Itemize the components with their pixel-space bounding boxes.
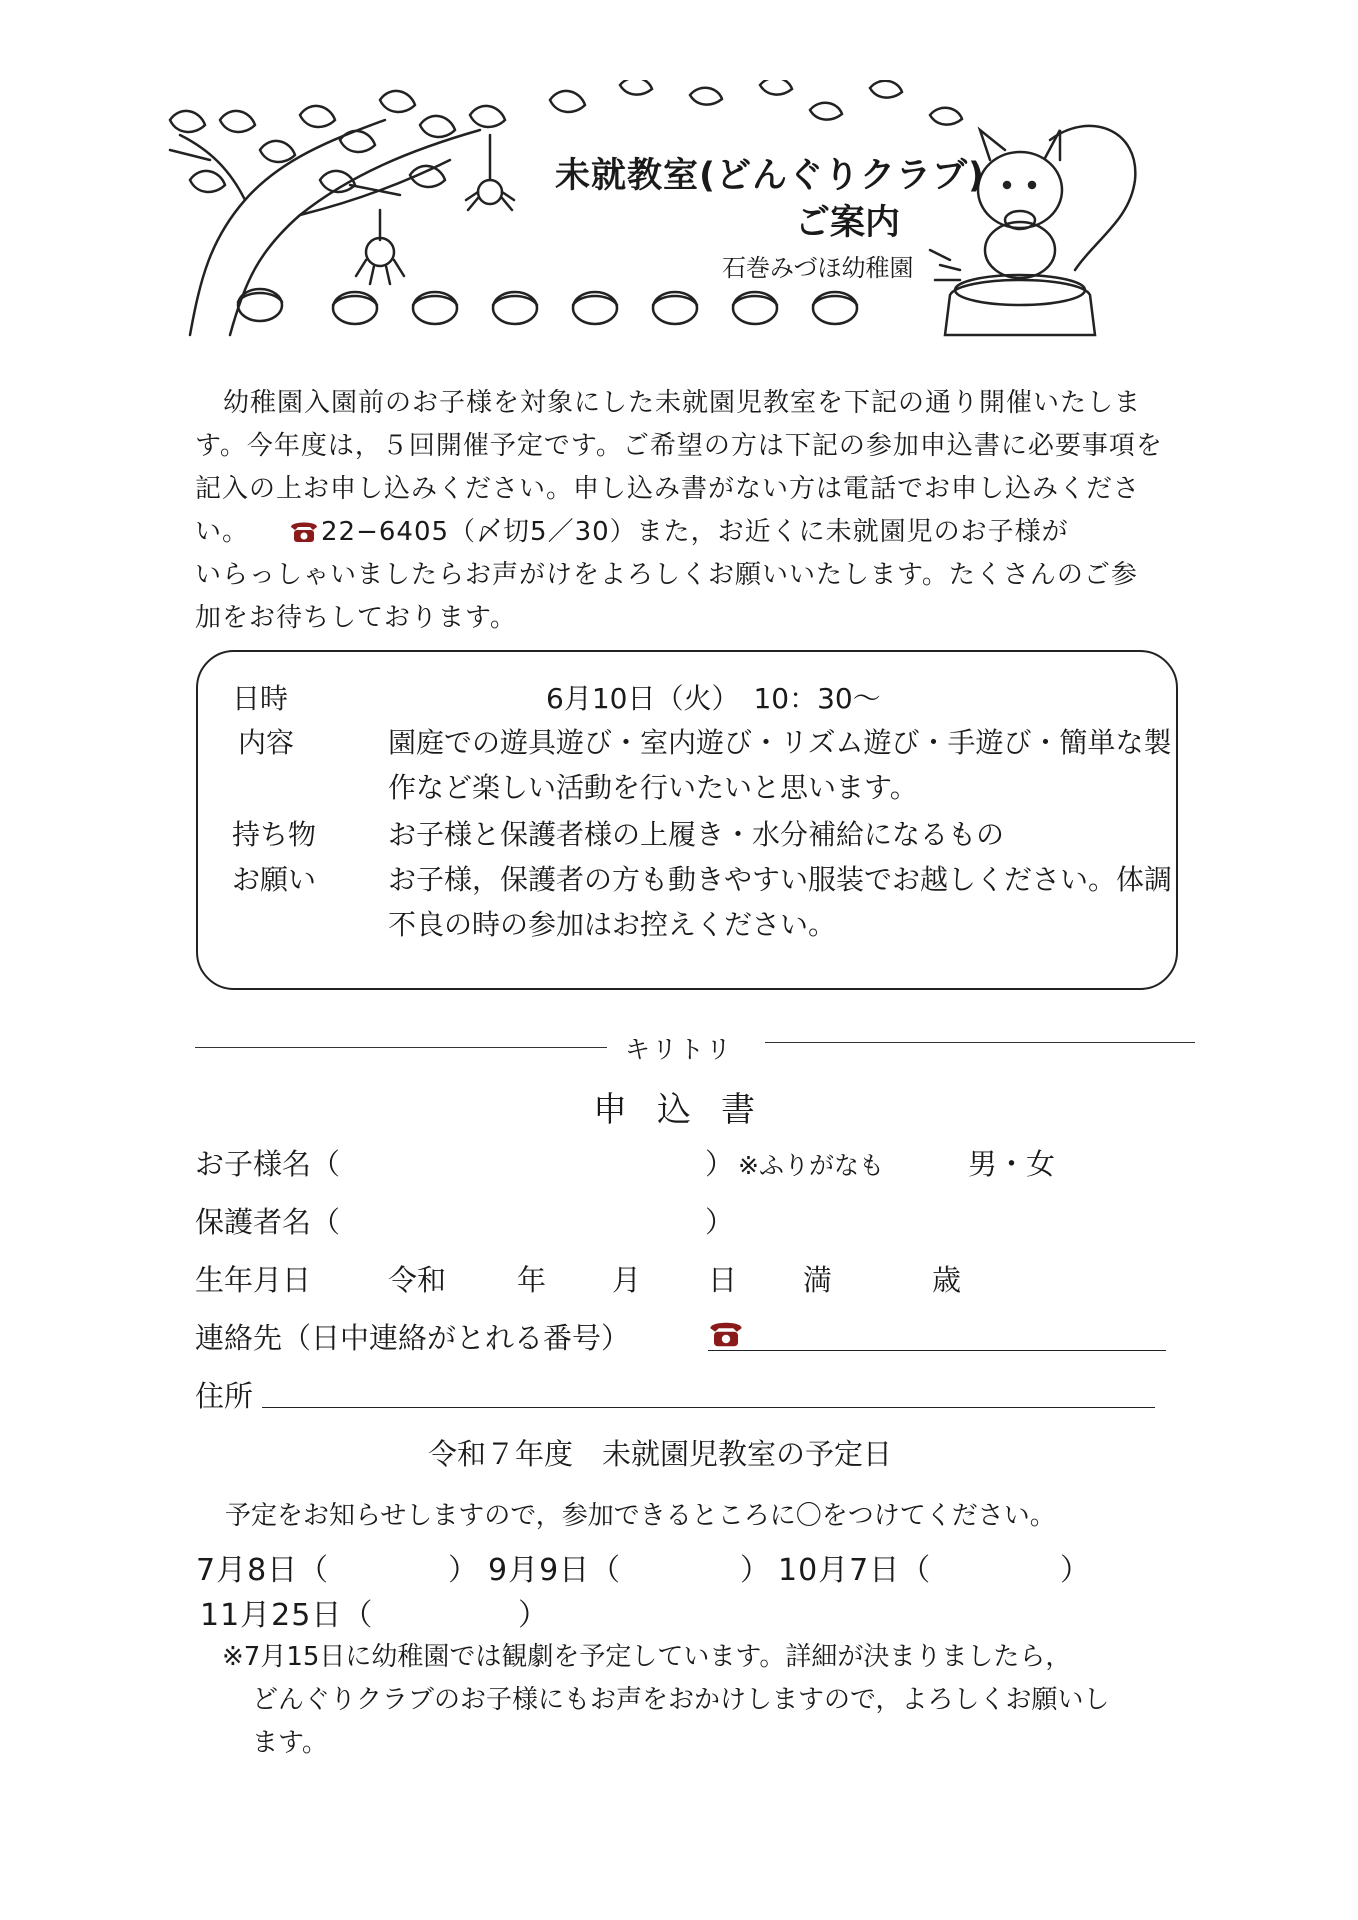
telephone-icon	[289, 519, 319, 543]
contact-input-line[interactable]	[708, 1350, 1166, 1351]
page-title: 未就教室(どんぐりクラブ)	[555, 156, 985, 196]
intro-line: す。今年度は，５回開催予定です。ご希望の方は下記の参加申込書に必要事項を	[195, 431, 1163, 461]
page-subtitle: ご案内	[795, 203, 901, 243]
guardian-name-label: 保護者名（	[195, 1205, 341, 1239]
intro-line-start: い。	[195, 517, 250, 547]
schedule-date-1: 7月8日（	[196, 1553, 330, 1588]
intro-line: 記入の上お申し込みください。申し込み書がない方は電話でお申し込みくださ	[195, 474, 1141, 504]
contact-label: 連絡先（日中連絡がとれる番号）	[195, 1321, 631, 1355]
intro-paragraph	[195, 382, 1195, 640]
schedule-date-3: 10月7日（	[778, 1553, 932, 1588]
intro-line: 幼稚園入園前のお子様を対象にした未就園児教室を下記の通り開催いたしま	[223, 388, 1142, 418]
content-value: 園庭での遊具遊び・室内遊び・リズム遊び・手遊び・簡単な製作など楽しい活動を行いたいと思います。	[388, 726, 1172, 804]
schedule-date-1-close[interactable]: ）	[448, 1553, 479, 1588]
content-label: 内容	[238, 726, 295, 759]
guardian-name-close: ）	[705, 1205, 735, 1239]
year-label: 年	[517, 1263, 547, 1297]
address-input-line[interactable]	[262, 1407, 1155, 1408]
intro-line	[195, 511, 1195, 554]
schedule-title: 令和７年度 未就園児教室の予定日	[428, 1437, 893, 1471]
datetime-label: 日時	[232, 682, 289, 715]
gender-option[interactable]: 男・女	[968, 1147, 1056, 1181]
items-label: 持ち物	[232, 818, 317, 851]
schedule-date-2: 9月9日（	[488, 1553, 622, 1588]
full-age-label: 満	[803, 1263, 833, 1297]
schedule-intro: 予定をお知らせしますので，参加できるところに〇をつけてください。	[225, 1501, 1056, 1531]
note-line: どんぐりクラブのお子様にもお声をおかけしますので，よろしくお願いし	[252, 1685, 1110, 1715]
child-name-close: ）	[705, 1147, 735, 1181]
schedule-note	[222, 1636, 1182, 1765]
schedule-date-4-close[interactable]: ）	[518, 1598, 549, 1633]
schedule-date-3-close[interactable]: ）	[1060, 1553, 1091, 1588]
furigana-note: ※ふりがなも	[738, 1151, 884, 1180]
age-label: 歳	[932, 1263, 962, 1297]
month-label: 月	[612, 1263, 642, 1297]
datetime-value: 6月10日（火） 10：30〜	[546, 682, 881, 715]
intro-line: いらっしゃいましたらお声がけをよろしくお願いいたします。たくさんのご参	[195, 560, 1138, 590]
child-name-label: お子様名（	[195, 1147, 341, 1181]
cut-line-right	[765, 1042, 1195, 1043]
era-label: 令和	[388, 1263, 447, 1297]
schedule-date-2-close[interactable]: ）	[740, 1553, 771, 1588]
event-info-box	[196, 650, 1178, 990]
day-label: 日	[708, 1263, 738, 1297]
phone-number-line: 22−6405（〆切5／30）また，お近くに未就園児のお子様が	[321, 517, 1069, 547]
cut-line-label: キリトリ	[625, 1035, 734, 1064]
note-line: ます。	[252, 1728, 328, 1758]
items-value: お子様と保護者様の上履き・水分補給になるもの	[388, 818, 1005, 851]
form-title: 申込書	[593, 1090, 785, 1130]
address-label: 住所	[195, 1379, 254, 1413]
telephone-icon	[708, 1318, 744, 1348]
note-line: ※7月15日に幼稚園では観劇を予定しています。詳細が決まりましたら，	[222, 1642, 1072, 1672]
request-value: お子様，保護者の方も動きやすい服装でお越しください。体調不良の時の参加はお控えください。	[388, 863, 1173, 941]
birthdate-label: 生年月日	[195, 1263, 312, 1297]
request-label: お願い	[232, 863, 317, 896]
header-illustration	[150, 80, 1200, 340]
school-name: 石巻みづほ幼稚園	[722, 254, 914, 282]
intro-line: 加をお待ちしております。	[195, 603, 517, 633]
cut-line-left	[195, 1047, 607, 1048]
schedule-date-4: 11月25日（	[200, 1598, 374, 1633]
